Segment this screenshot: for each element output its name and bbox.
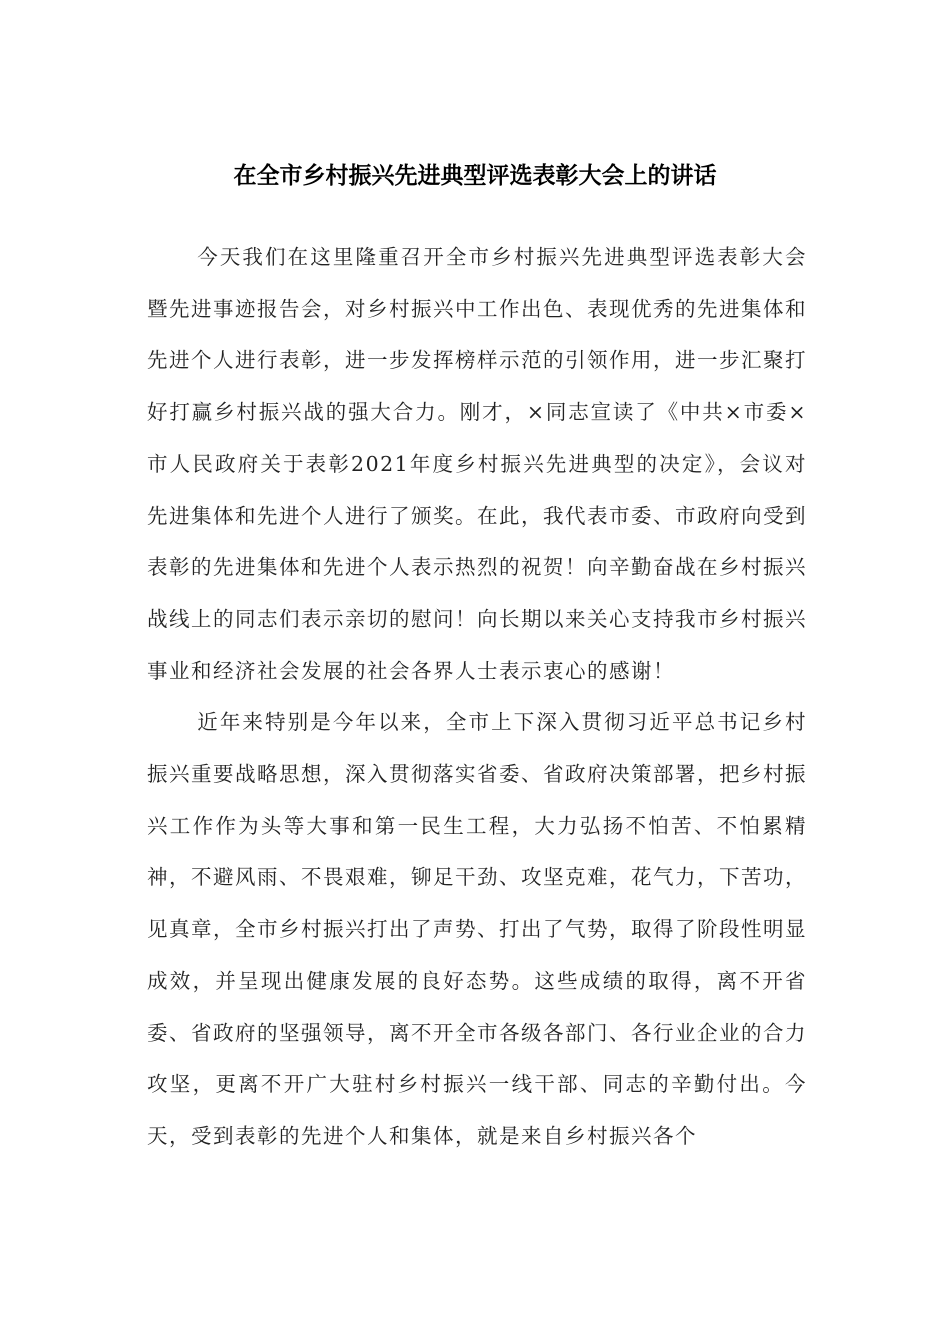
document-body (147, 232, 807, 1163)
paragraph-opening: 今天我们在这里隆重召开全市乡村振兴先进典型评选表彰大会暨先进事迹报告会，对乡村振兴中工作出色、表现优秀的先进集体和先进个人进行表彰，进一步发挥榜样示范的引领作用，进一步汇聚打好打赢乡村振兴战的强大合力。刚才，×同志宣读了《中共×市委×市人民政府关于表彰2021年度乡村振兴先进典型的决定》，会议对先进集体和先进个人进行了颁奖。在此，我代表市委、市政府向受到表彰的先进集体和先进个人表示热烈的祝贺！向辛勤奋战在乡村振兴战线上的同志们表示亲切的慰问！向长期以来关心支持我市乡村振兴事业和经济社会发展的社会各界人士表示衷心的感谢！ (147, 245, 807, 683)
paragraph-achievements: 近年来特别是今年以来，全市上下深入贯彻习近平总书记乡村振兴重要战略思想，深入贯彻落实省委、省政府决策部署，把乡村振兴工作作为头等大事和第一民生工程，大力弘扬不怕苦、不怕累精神，不避风雨、不畏艰难，铆足干劲、攻坚克难，花气力，下苦功，见真章，全市乡村振兴打出了声势、打出了气势，取得了阶段性明显成效，并呈现出健康发展的良好态势。这些成绩的取得，离不开省委、省政府的坚强领导，离不开全市各级各部门、各行业企业的合力攻坚，更离不开广大驻村乡村振兴一线干部、同志的辛勤付出。今天，受到表彰的先进个人和集体，就是来自乡村振兴各个 (147, 710, 807, 1148)
document-title: 在全市乡村振兴先进典型评选表彰大会上的讲话 (233, 162, 717, 189)
